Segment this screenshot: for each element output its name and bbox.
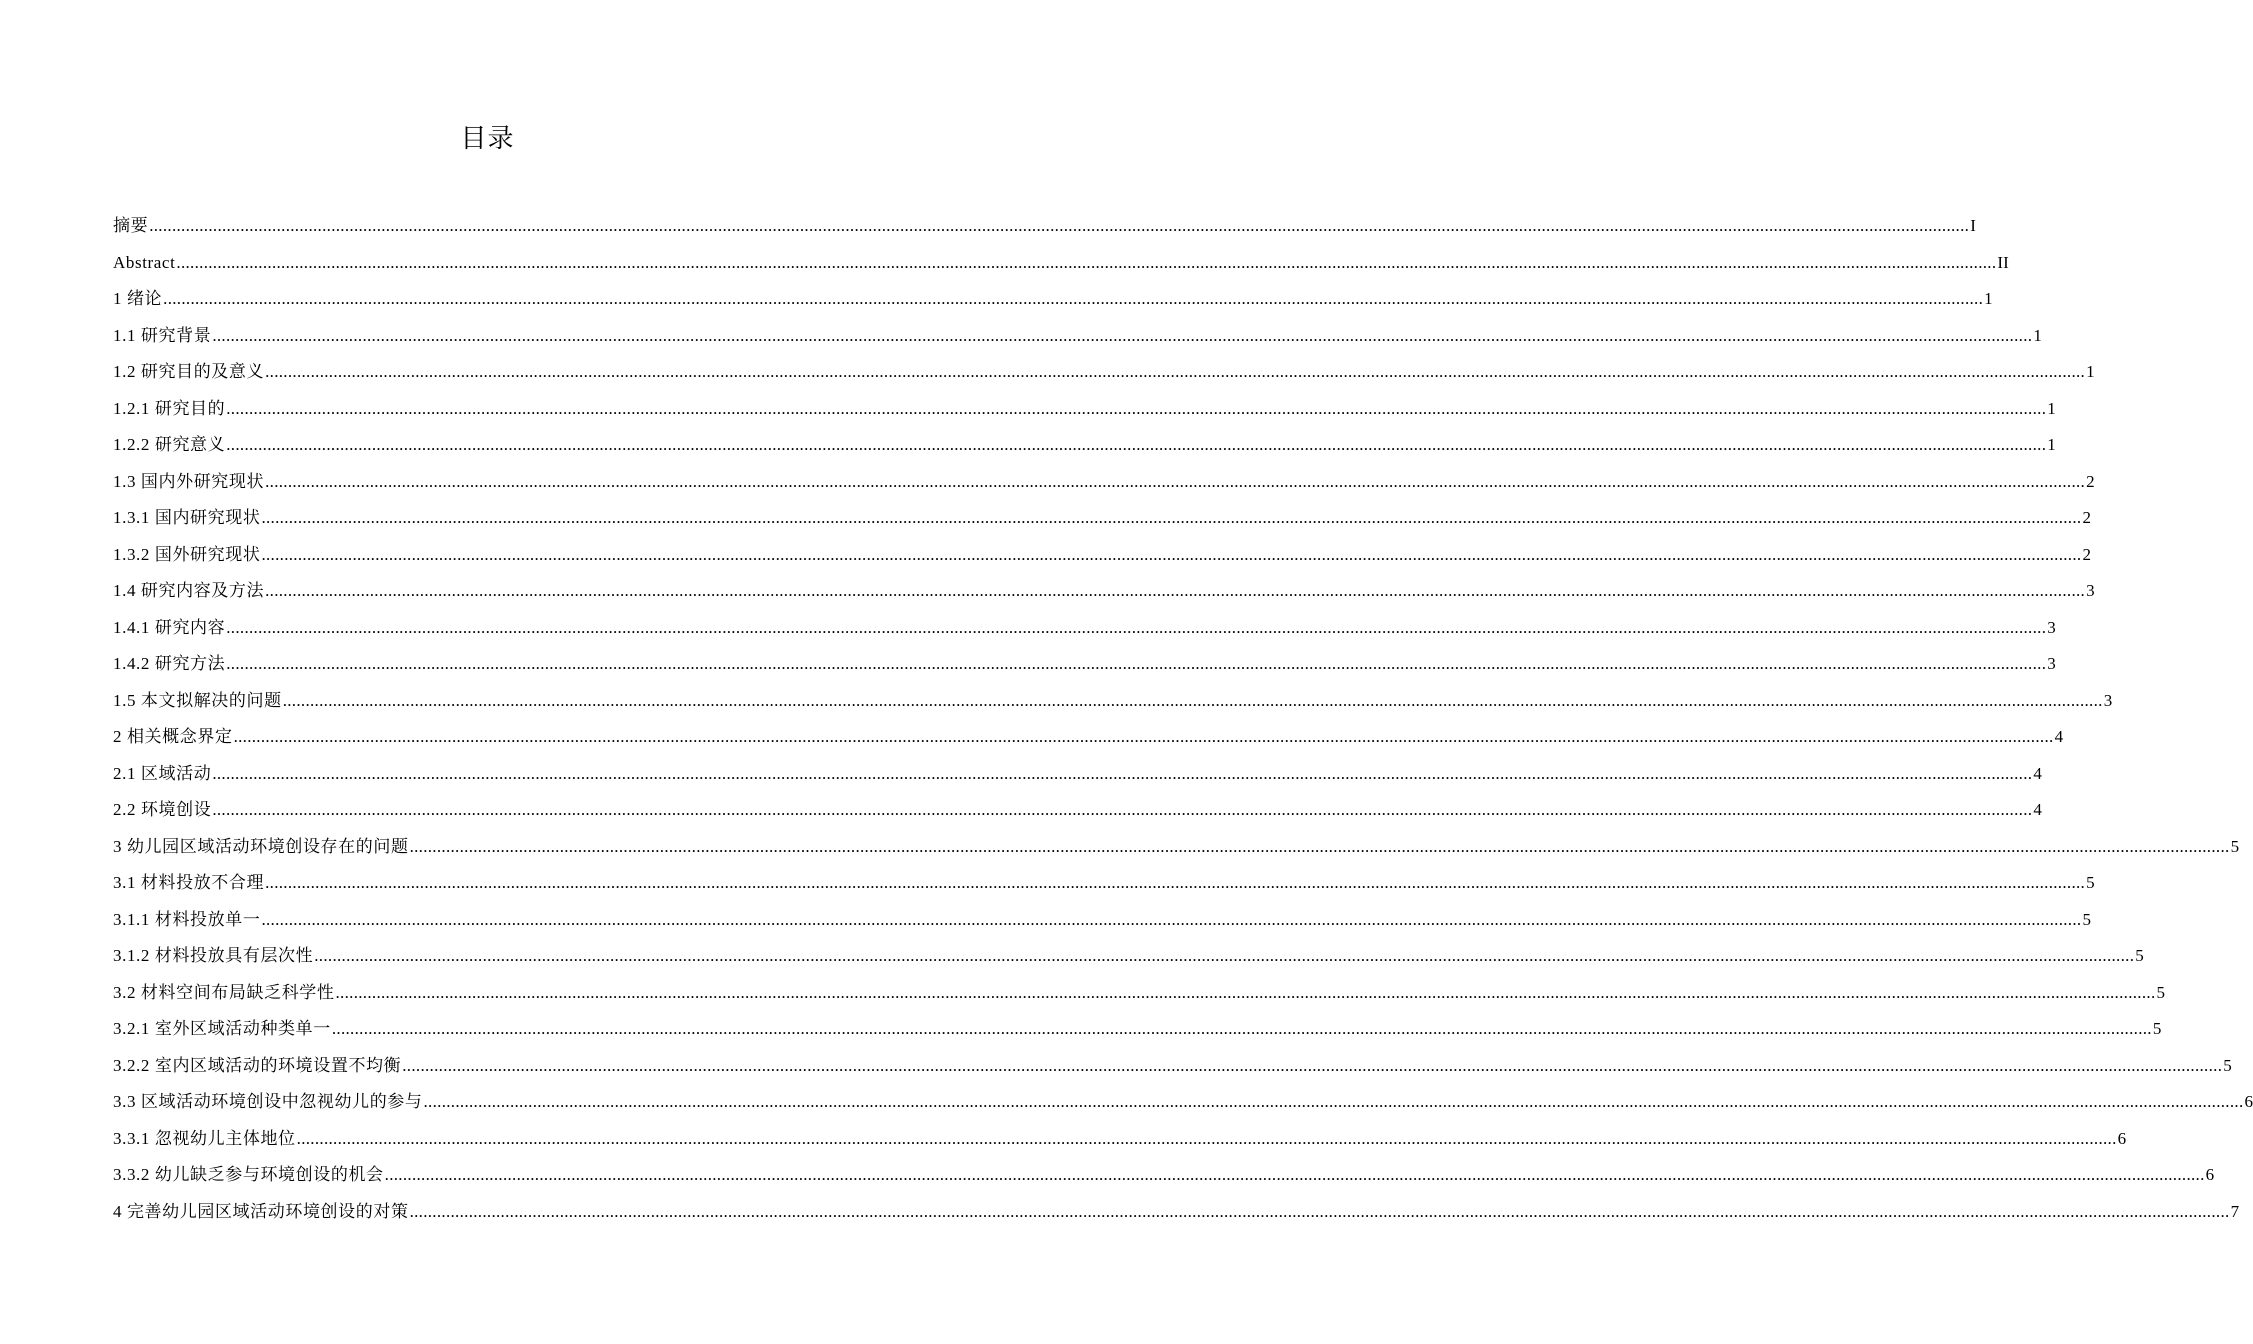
toc-dot-leader: ................................................................................................................................................................................................................................................................................................................................................................................................................ (265, 362, 2086, 381)
toc-entry[interactable] (113, 902, 2091, 939)
toc-entry-label: 2.2 环境创设 (113, 800, 212, 819)
toc-entry[interactable] (113, 245, 2009, 282)
toc-entry-page-number: 2 (2086, 471, 2095, 491)
toc-entry-label: 3.1 材料投放不合理 (113, 873, 265, 892)
toc-entry-page-number: 3 (2086, 581, 2095, 600)
toc-dot-leader: ................................................................................................................................................................................................................................................................................................................................................................................................................ (261, 909, 2082, 929)
toc-entry[interactable] (113, 975, 2165, 1012)
toc-dot-leader: ................................................................................................................................................................................................................................................................................................................................................................................................................ (402, 1055, 2223, 1075)
toc-entry-page-number: 2 (2082, 508, 2091, 527)
toc-entry-page-number: 1 (2086, 362, 2095, 381)
toc-entry-page-number: 1 (2047, 398, 2056, 418)
toc-entry-page-number: 5 (2230, 836, 2240, 856)
toc-entry-page-number: 5 (2156, 982, 2165, 1002)
toc-dot-leader: ................................................................................................................................................................................................................................................................................................................................................................................................................ (331, 1019, 2152, 1038)
toc-dot-leader: ................................................................................................................................................................................................................................................................................................................................................................................................................ (261, 508, 2082, 527)
toc-entry-label: 1.4.2 研究方法 (113, 654, 226, 673)
toc-dot-leader: ................................................................................................................................................................................................................................................................................................................................................................................................................ (163, 289, 1984, 308)
toc-entry-label: 1.4 研究内容及方法 (113, 581, 265, 600)
toc-entry-page-number: 1 (1984, 289, 1993, 308)
toc-entry[interactable] (113, 318, 2042, 355)
toc-entry[interactable] (113, 573, 2095, 610)
toc-entry-label: 2 相关概念界定 (113, 727, 233, 746)
toc-entry-label: 1.2.1 研究目的 (113, 398, 226, 418)
toc-dot-leader: ................................................................................................................................................................................................................................................................................................................................................................................................................ (409, 836, 2230, 856)
toc-entry-page-number: 7 (2230, 1201, 2240, 1221)
toc-entry[interactable] (113, 1084, 2253, 1121)
toc-entry-page-number: 1 (2047, 435, 2056, 454)
toc-entry[interactable] (113, 427, 2056, 464)
toc-entry[interactable] (113, 829, 2240, 866)
toc-dot-leader: ................................................................................................................................................................................................................................................................................................................................................................................................................ (282, 690, 2103, 710)
toc-entry-label: 3 幼儿园区域活动环境创设存在的问题 (113, 836, 409, 856)
toc-entry-page-number: II (1997, 252, 2009, 272)
toc-entry-page-number: 4 (2054, 727, 2064, 746)
toc-entry[interactable] (113, 938, 2144, 975)
toc-entry[interactable] (113, 646, 2056, 683)
toc-dot-leader: ................................................................................................................................................................................................................................................................................................................................................................................................................ (212, 763, 2033, 783)
toc-entry[interactable] (113, 1048, 2232, 1085)
toc-entry-page-number: 6 (2244, 1092, 2253, 1111)
toc-entry-page-number: 5 (2082, 909, 2091, 929)
toc-entry-page-number: 3 (2047, 617, 2056, 637)
toc-entry[interactable] (113, 610, 2056, 647)
toc-entry[interactable] (113, 1011, 2162, 1048)
toc-entry-label: 1.5 本文拟解决的问题 (113, 690, 282, 710)
toc-entry-label: 2.1 区域活动 (113, 763, 212, 783)
toc-entry-page-number: 4 (2033, 800, 2042, 819)
toc-entry[interactable] (113, 464, 2095, 501)
toc-entry-label: 3.3.1 忽视幼儿主体地位 (113, 1128, 296, 1148)
toc-entry-page-number: 6 (2205, 1165, 2215, 1184)
toc-entry-page-number: 6 (2117, 1128, 2127, 1148)
page-title: 目录 (460, 124, 515, 154)
toc-entry-label: 3.3.2 幼儿缺乏参与环境创设的机会 (113, 1165, 384, 1184)
toc-entry-page-number: 1 (2033, 325, 2042, 345)
toc-dot-leader: ................................................................................................................................................................................................................................................................................................................................................................................................................ (265, 873, 2086, 892)
toc-entry[interactable] (113, 1194, 2240, 1231)
toc-entry-label: 1.4.1 研究内容 (113, 617, 226, 637)
toc-entry-page-number: 5 (2086, 873, 2095, 892)
toc-dot-leader: ................................................................................................................................................................................................................................................................................................................................................................................................................ (261, 544, 2082, 564)
toc-dot-leader: ................................................................................................................................................................................................................................................................................................................................................................................................................ (212, 325, 2033, 345)
toc-entry-page-number: I (1970, 216, 1976, 235)
toc-dot-leader: ................................................................................................................................................................................................................................................................................................................................................................................................................ (233, 727, 2054, 746)
toc-entry[interactable] (113, 537, 2091, 574)
toc-dot-leader: ................................................................................................................................................................................................................................................................................................................................................................................................................ (226, 398, 2047, 418)
toc-entry-label: 3.1.2 材料投放具有层次性 (113, 946, 314, 965)
toc-entry-label: 1.3.1 国内研究现状 (113, 508, 261, 527)
toc-dot-leader: ................................................................................................................................................................................................................................................................................................................................................................................................................ (384, 1165, 2205, 1184)
table-of-contents (113, 208, 2253, 1230)
toc-entry[interactable] (113, 1121, 2127, 1158)
toc-dot-leader: ................................................................................................................................................................................................................................................................................................................................................................................................................ (226, 617, 2047, 637)
toc-entry-label: 1.2.2 研究意义 (113, 435, 226, 454)
toc-entry[interactable] (113, 281, 1993, 318)
toc-entry-label: 3.3 区域活动环境创设中忽视幼儿的参与 (113, 1092, 423, 1111)
toc-entry-page-number: 5 (2152, 1019, 2162, 1038)
toc-entry-label: 摘要 (113, 216, 149, 235)
toc-entry[interactable] (113, 354, 2095, 391)
toc-dot-leader: ................................................................................................................................................................................................................................................................................................................................................................................................................ (226, 435, 2047, 454)
toc-dot-leader: ................................................................................................................................................................................................................................................................................................................................................................................................................ (176, 252, 1997, 272)
toc-entry-page-number: 2 (2082, 544, 2091, 564)
toc-entry[interactable] (113, 865, 2095, 902)
toc-dot-leader: ................................................................................................................................................................................................................................................................................................................................................................................................................ (314, 946, 2135, 965)
toc-entry[interactable] (113, 391, 2056, 428)
toc-entry[interactable] (113, 756, 2042, 793)
toc-entry[interactable] (113, 1157, 2215, 1194)
toc-dot-leader: ................................................................................................................................................................................................................................................................................................................................................................................................................ (409, 1201, 2230, 1221)
toc-dot-leader: ................................................................................................................................................................................................................................................................................................................................................................................................................ (265, 581, 2086, 600)
toc-entry[interactable] (113, 208, 1976, 245)
toc-entry-page-number: 5 (2223, 1055, 2232, 1075)
toc-entry-label: 3.1.1 材料投放单一 (113, 909, 261, 929)
toc-entry-page-number: 5 (2135, 946, 2144, 965)
toc-entry-label: 1.2 研究目的及意义 (113, 362, 265, 381)
toc-dot-leader: ................................................................................................................................................................................................................................................................................................................................................................................................................ (226, 654, 2047, 673)
toc-dot-leader: ................................................................................................................................................................................................................................................................................................................................................................................................................ (423, 1092, 2244, 1111)
toc-dot-leader: ................................................................................................................................................................................................................................................................................................................................................................................................................ (335, 982, 2156, 1002)
toc-entry-label: 1.3 国内外研究现状 (113, 471, 265, 491)
toc-entry-label: 1.3.2 国外研究现状 (113, 544, 261, 564)
toc-entry[interactable] (113, 500, 2091, 537)
toc-entry-label: 3.2.1 室外区域活动种类单一 (113, 1019, 331, 1038)
toc-entry-label: 1 绪论 (113, 289, 163, 308)
toc-entry-label: Abstract (113, 252, 176, 272)
toc-entry[interactable] (113, 683, 2113, 720)
toc-entry-label: 3.2.2 室内区域活动的环境设置不均衡 (113, 1055, 402, 1075)
toc-dot-leader: ................................................................................................................................................................................................................................................................................................................................................................................................................ (265, 471, 2086, 491)
toc-dot-leader: ................................................................................................................................................................................................................................................................................................................................................................................................................ (149, 216, 1970, 235)
toc-entry[interactable] (113, 792, 2042, 829)
toc-entry-page-number: 4 (2033, 763, 2042, 783)
toc-entry-label: 1.1 研究背景 (113, 325, 212, 345)
toc-entry-page-number: 3 (2047, 654, 2056, 673)
toc-dot-leader: ................................................................................................................................................................................................................................................................................................................................................................................................................ (212, 800, 2033, 819)
toc-entry-page-number: 3 (2103, 690, 2113, 710)
toc-entry-label: 3.2 材料空间布局缺乏科学性 (113, 982, 335, 1002)
toc-entry[interactable] (113, 719, 2064, 756)
toc-entry-label: 4 完善幼儿园区域活动环境创设的对策 (113, 1201, 409, 1221)
toc-dot-leader: ................................................................................................................................................................................................................................................................................................................................................................................................................ (296, 1128, 2117, 1148)
